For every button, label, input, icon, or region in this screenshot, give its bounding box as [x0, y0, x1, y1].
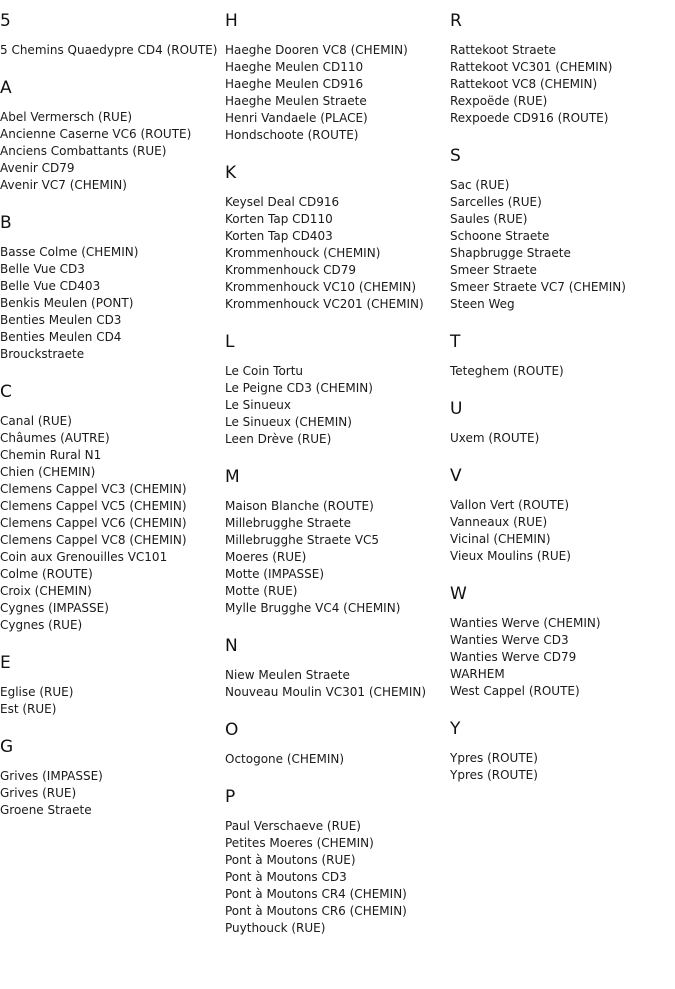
group-letter-heading: H: [225, 11, 238, 31]
street-link[interactable]: Krommenhouck (CHEMIN): [225, 246, 381, 260]
street-link[interactable]: Haeghe Meulen CD916: [225, 77, 364, 91]
street-link[interactable]: Le Coin Tortu: [225, 364, 304, 378]
street-link[interactable]: Krommenhouck VC201 (CHEMIN): [225, 297, 424, 311]
street-list: [450, 430, 675, 447]
street-link[interactable]: WARHEM: [450, 667, 505, 681]
street-link[interactable]: Le Sinueux (CHEMIN): [225, 415, 352, 429]
street-list: [0, 244, 225, 363]
street-link[interactable]: Avenir CD79: [0, 161, 75, 175]
index-column: [0, 10, 225, 837]
street-list: [0, 684, 225, 718]
street-list: [225, 818, 450, 937]
letter-group: [225, 162, 450, 313]
street-link[interactable]: Krommenhouck VC10 (CHEMIN): [225, 280, 417, 294]
street-link[interactable]: Korten Tap CD110: [225, 212, 333, 226]
street-link[interactable]: Sarcelles (RUE): [450, 195, 542, 209]
street-link[interactable]: Petites Moeres (CHEMIN): [225, 836, 374, 850]
group-letter-heading: E: [0, 653, 11, 673]
street-link[interactable]: Saules (RUE): [450, 212, 528, 226]
street-link[interactable]: Cygnes (IMPASSE): [0, 601, 109, 615]
street-link[interactable]: Rexpoede CD916 (ROUTE): [450, 111, 609, 125]
street-link[interactable]: Châumes (AUTRE): [0, 431, 110, 445]
street-link[interactable]: 5 Chemins Quaedypre CD4 (ROUTE): [0, 43, 218, 57]
street-link[interactable]: Ancienne Caserne VC6 (ROUTE): [0, 127, 192, 141]
street-list: [225, 42, 450, 144]
street-link[interactable]: Hondschoote (ROUTE): [225, 128, 359, 142]
group-letter-heading: A: [0, 78, 12, 98]
street-link[interactable]: Henri Vandaele (PLACE): [225, 111, 368, 125]
street-link[interactable]: Clemens Cappel VC8 (CHEMIN): [0, 533, 187, 547]
street-link[interactable]: Korten Tap CD403: [225, 229, 333, 243]
street-link[interactable]: Uxem (ROUTE): [450, 431, 540, 445]
street-link[interactable]: Grives (IMPASSE): [0, 769, 103, 783]
street-link[interactable]: Eglise (RUE): [0, 685, 74, 699]
street-link[interactable]: Canal (RUE): [0, 414, 72, 428]
street-link[interactable]: Schoone Straete: [450, 229, 550, 243]
street-link[interactable]: Shapbrugge Straete: [450, 246, 571, 260]
group-letter-heading: V: [450, 466, 462, 486]
letter-group: [225, 719, 450, 768]
street-link[interactable]: Haeghe Meulen Straete: [225, 94, 367, 108]
letter-group: [0, 652, 225, 718]
group-letter-heading: L: [225, 332, 235, 352]
street-link[interactable]: Smeer Straete VC7 (CHEMIN): [450, 280, 626, 294]
letter-group: [0, 381, 225, 634]
street-link[interactable]: Vallon Vert (ROUTE): [450, 498, 570, 512]
street-link[interactable]: Clemens Cappel VC6 (CHEMIN): [0, 516, 187, 530]
street-list: [450, 497, 675, 565]
street-link[interactable]: Paul Verschaeve (RUE): [225, 819, 361, 833]
group-letter-heading: O: [225, 720, 239, 740]
group-letter-heading: B: [0, 213, 12, 233]
group-letter-heading: W: [450, 584, 467, 604]
street-link[interactable]: Benties Meulen CD3: [0, 313, 122, 327]
street-link[interactable]: Mylle Brugghe VC4 (CHEMIN): [225, 601, 401, 615]
street-list: [225, 751, 450, 768]
street-link[interactable]: Haeghe Meulen CD110: [225, 60, 364, 74]
street-link[interactable]: Pont à Moutons CR6 (CHEMIN): [225, 904, 407, 918]
street-link[interactable]: Rattekoot VC8 (CHEMIN): [450, 77, 598, 91]
street-list: [450, 42, 675, 127]
street-link[interactable]: Keysel Deal CD916: [225, 195, 340, 209]
street-link[interactable]: Grives (RUE): [0, 786, 77, 800]
letter-group: [450, 331, 675, 380]
street-link[interactable]: Chemin Rural N1: [0, 448, 102, 462]
street-list: [225, 498, 450, 617]
letter-group: [450, 583, 675, 700]
street-link[interactable]: Motte (RUE): [225, 584, 298, 598]
street-list: [0, 413, 225, 634]
street-link[interactable]: Moeres (RUE): [225, 550, 307, 564]
street-link[interactable]: Millebrugghe Straete: [225, 516, 352, 530]
group-letter-heading: N: [225, 636, 238, 656]
street-list: [0, 768, 225, 819]
letter-group: [0, 736, 225, 819]
street-link[interactable]: Benties Meulen CD4: [0, 330, 122, 344]
street-link[interactable]: Vieux Moulins (RUE): [450, 549, 571, 563]
street-link[interactable]: Niew Meulen Straete: [225, 668, 350, 682]
street-link[interactable]: Le Sinueux: [225, 398, 291, 412]
letter-group: [225, 786, 450, 937]
group-letter-heading: Y: [450, 719, 461, 739]
street-link[interactable]: Ypres (ROUTE): [450, 768, 538, 782]
group-letter-heading: U: [450, 399, 463, 419]
street-list: [225, 667, 450, 701]
street-link[interactable]: Rattekoot VC301 (CHEMIN): [450, 60, 613, 74]
street-link[interactable]: Anciens Combattants (RUE): [0, 144, 167, 158]
street-list: [225, 363, 450, 448]
letter-group: [225, 635, 450, 701]
street-link[interactable]: Ypres (ROUTE): [450, 751, 538, 765]
group-letter-heading: C: [0, 382, 12, 402]
street-link[interactable]: Maison Blanche (ROUTE): [225, 499, 374, 513]
letter-group: [450, 10, 675, 127]
street-link[interactable]: Vanneaux (RUE): [450, 515, 548, 529]
street-link[interactable]: Nouveau Moulin VC301 (CHEMIN): [225, 685, 427, 699]
street-link[interactable]: Pont à Moutons CR4 (CHEMIN): [225, 887, 407, 901]
street-link[interactable]: Haeghe Dooren VC8 (CHEMIN): [225, 43, 408, 57]
index-column: [225, 10, 450, 955]
street-link[interactable]: Octogone (CHEMIN): [225, 752, 345, 766]
street-list: [450, 363, 675, 380]
street-link[interactable]: Smeer Straete: [450, 263, 537, 277]
street-list: [450, 177, 675, 313]
street-link[interactable]: Wanties Werve CD79: [450, 650, 577, 664]
street-link[interactable]: Coin aux Grenouilles VC101: [0, 550, 168, 564]
street-link[interactable]: Steen Weg: [450, 297, 515, 311]
letter-group: [225, 10, 450, 144]
street-link[interactable]: Motte (IMPASSE): [225, 567, 325, 581]
street-link[interactable]: Pont à Moutons (RUE): [225, 853, 356, 867]
street-link[interactable]: Est (RUE): [0, 702, 57, 716]
street-link[interactable]: Colme (ROUTE): [0, 567, 93, 581]
street-link[interactable]: Vicinal (CHEMIN): [450, 532, 551, 546]
street-link[interactable]: Wanties Werve CD3: [450, 633, 569, 647]
group-letter-heading: S: [450, 146, 461, 166]
street-link[interactable]: West Cappel (ROUTE): [450, 684, 580, 698]
street-link[interactable]: Krommenhouck CD79: [225, 263, 357, 277]
street-link[interactable]: Clemens Cappel VC3 (CHEMIN): [0, 482, 187, 496]
street-link[interactable]: Rattekoot Straete: [450, 43, 557, 57]
street-list: [450, 750, 675, 784]
street-link[interactable]: Sac (RUE): [450, 178, 510, 192]
letter-group: [225, 331, 450, 448]
street-link[interactable]: Groene Straete: [0, 803, 92, 817]
street-link[interactable]: Le Peigne CD3 (CHEMIN): [225, 381, 373, 395]
street-link[interactable]: Clemens Cappel VC5 (CHEMIN): [0, 499, 187, 513]
letter-group: [450, 465, 675, 565]
index-column: [450, 10, 675, 802]
street-link[interactable]: Millebrugghe Straete VC5: [225, 533, 380, 547]
letter-group: [0, 10, 225, 59]
street-list: [0, 42, 225, 59]
group-letter-heading: G: [0, 737, 14, 757]
street-link[interactable]: Belle Vue CD403: [0, 279, 101, 293]
street-link[interactable]: Brouckstraete: [0, 347, 85, 361]
street-link[interactable]: Basse Colme (CHEMIN): [0, 245, 139, 259]
street-link[interactable]: Belle Vue CD3: [0, 262, 85, 276]
street-link[interactable]: Puythouck (RUE): [225, 921, 326, 935]
letter-group: [0, 212, 225, 363]
group-letter-heading: P: [225, 787, 236, 807]
street-list: [0, 109, 225, 194]
group-letter-heading: R: [450, 11, 462, 31]
street-link[interactable]: Rexpoëde (RUE): [450, 94, 548, 108]
letter-group: [225, 466, 450, 617]
street-link[interactable]: Leen Drève (RUE): [225, 432, 332, 446]
group-letter-heading: T: [450, 332, 461, 352]
letter-group: [0, 77, 225, 194]
group-letter-heading: K: [225, 163, 237, 183]
street-link[interactable]: Pont à Moutons CD3: [225, 870, 347, 884]
street-link[interactable]: Benkis Meulen (PONT): [0, 296, 134, 310]
street-link[interactable]: Teteghem (ROUTE): [450, 364, 564, 378]
letter-group: [450, 718, 675, 784]
letter-group: [450, 398, 675, 447]
group-letter-heading: 5: [0, 11, 11, 31]
street-link[interactable]: Abel Vermersch (RUE): [0, 110, 133, 124]
street-link[interactable]: Croix (CHEMIN): [0, 584, 92, 598]
group-letter-heading: M: [225, 467, 240, 487]
street-list: [225, 194, 450, 313]
street-link[interactable]: Chien (CHEMIN): [0, 465, 96, 479]
street-list: [450, 615, 675, 700]
street-link[interactable]: Wanties Werve (CHEMIN): [450, 616, 601, 630]
street-link[interactable]: Avenir VC7 (CHEMIN): [0, 178, 127, 192]
street-link[interactable]: Cygnes (RUE): [0, 618, 83, 632]
letter-group: [450, 145, 675, 313]
